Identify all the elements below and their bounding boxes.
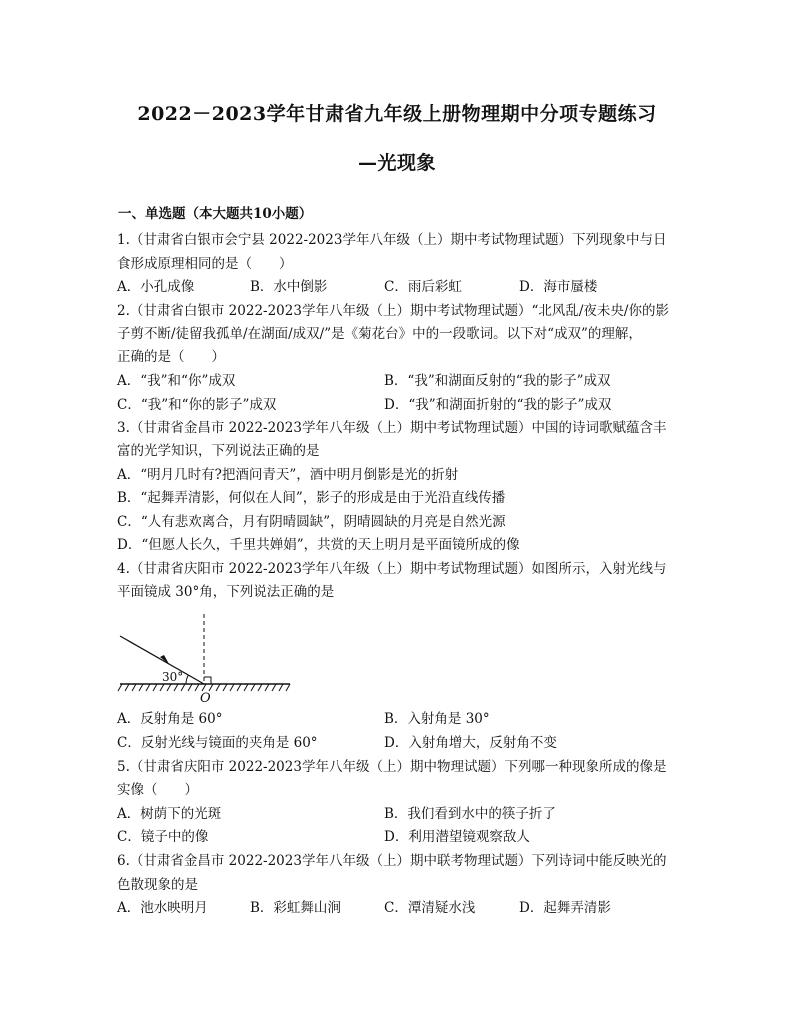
question-2-option-c: C．“我”和“你的影子”成双: [117, 397, 277, 413]
angle-label: 30°: [162, 670, 184, 684]
question-2-option-a: A．“我”和“你”成双: [117, 373, 236, 389]
reflection-diagram: [117, 612, 297, 704]
question-6-option-d: D．起舞弄清影: [519, 900, 611, 916]
question-3-option-d: D．“但愿人长久，千里共婵娟”，共赏的天上明月是平面镜所成的像: [117, 537, 520, 553]
question-5-option-a: A．树荫下的光斑: [117, 806, 222, 822]
question-4-line-2: 平面镜成 30°角，下列说法正确的是: [117, 584, 335, 600]
question-1-option-a: A．小孔成像: [117, 279, 195, 295]
question-2-option-d: D．“我”和湖面折射的“我的影子”成双: [384, 397, 612, 413]
question-2-line-1: 2.（甘肃省白银市 2022-2023学年八年级（上）期中考试物理试题）“北风乱/夜未央/你的影: [117, 303, 669, 319]
question-5-option-b: B．我们看到水中的筷子折了: [384, 806, 556, 822]
question-2-option-b: B．“我”和湖面反射的“我的影子”成双: [384, 373, 611, 389]
section-heading: 一、单选题（本大题共10小题）: [118, 206, 313, 222]
document-title-line2: —光现象: [357, 152, 436, 174]
angle-arc: [186, 675, 188, 684]
question-5-line-1: 5.（甘肃省庆阳市 2022-2023学年八年级（上）期中物理试题）下列哪一种现象所成的像是: [117, 759, 667, 775]
question-4-option-d: D．入射角增大，反射角不变: [384, 735, 557, 751]
question-2-line-3: 正确的是（ ）: [117, 349, 225, 365]
question-6-option-c: C．潭清疑水浅: [384, 900, 476, 916]
question-3-option-c: C．“人有悲欢离合，月有阴晴圆缺”，阴晴圆缺的月亮是自然光源: [117, 514, 506, 530]
question-4-option-c: C．反射光线与镜面的夹角是 60°: [117, 735, 318, 751]
question-5-option-c: C．镜子中的像: [117, 829, 209, 845]
question-4-option-b: B．入射角是 30°: [384, 711, 490, 727]
question-5-line-2: 实像（ ）: [117, 782, 198, 798]
document-title-line1: 2022－2023学年甘肃省九年级上册物理期中分项专题练习: [137, 103, 657, 125]
question-1-option-c: C．雨后彩虹: [384, 279, 462, 295]
question-3-option-a: A．“明月几时有?把酒问青天”，酒中明月倒影是光的折射: [117, 467, 459, 483]
question-1-option-b: B．水中倒影: [250, 279, 328, 295]
mirror-hatching: [118, 684, 290, 691]
question-4-option-a: A．反射角是 60°: [117, 711, 223, 727]
question-2-line-2: 子剪不断/徒留我孤单/在湖面/成双/”是《菊花台》中的一段歌词。以下对“成双”的理解，: [117, 326, 642, 342]
question-6-option-a: A．池水映明月: [117, 900, 208, 916]
question-3-option-b: B．“起舞弄清影，何似在人间”，影子的形成是由于光沿直线传播: [117, 490, 506, 506]
point-o-label: O: [200, 691, 211, 704]
question-6-line-1: 6.（甘肃省金昌市 2022-2023学年八年级（上）期中联考物理试题）下列诗词中能反映光的: [117, 853, 667, 869]
question-4-line-1: 4.（甘肃省庆阳市 2022-2023学年八年级（上）期中考试物理试题）如图所示，入射光线与: [117, 561, 667, 577]
question-1-line-1: 1.（甘肃省白银市会宁县 2022-2023学年八年级（上）期中考试物理试题）下列现象中与日: [117, 232, 667, 248]
question-1-line-2: 食形成原理相同的是（ ）: [117, 256, 293, 272]
question-3-line-2: 富的光学知识，下列说法正确的是: [117, 443, 320, 459]
question-5-option-d: D．利用潜望镜观察敌人: [384, 829, 530, 845]
question-3-line-1: 3.（甘肃省金昌市 2022-2023学年八年级（上）期中考试物理试题）中国的诗词歌赋蕴含丰: [117, 420, 667, 436]
question-1-option-d: D．海市蜃楼: [519, 279, 598, 295]
question-6-line-2: 色散现象的是: [117, 877, 198, 893]
question-6-option-b: B．彩虹舞山涧: [250, 900, 341, 916]
right-angle-mark: [204, 677, 211, 684]
